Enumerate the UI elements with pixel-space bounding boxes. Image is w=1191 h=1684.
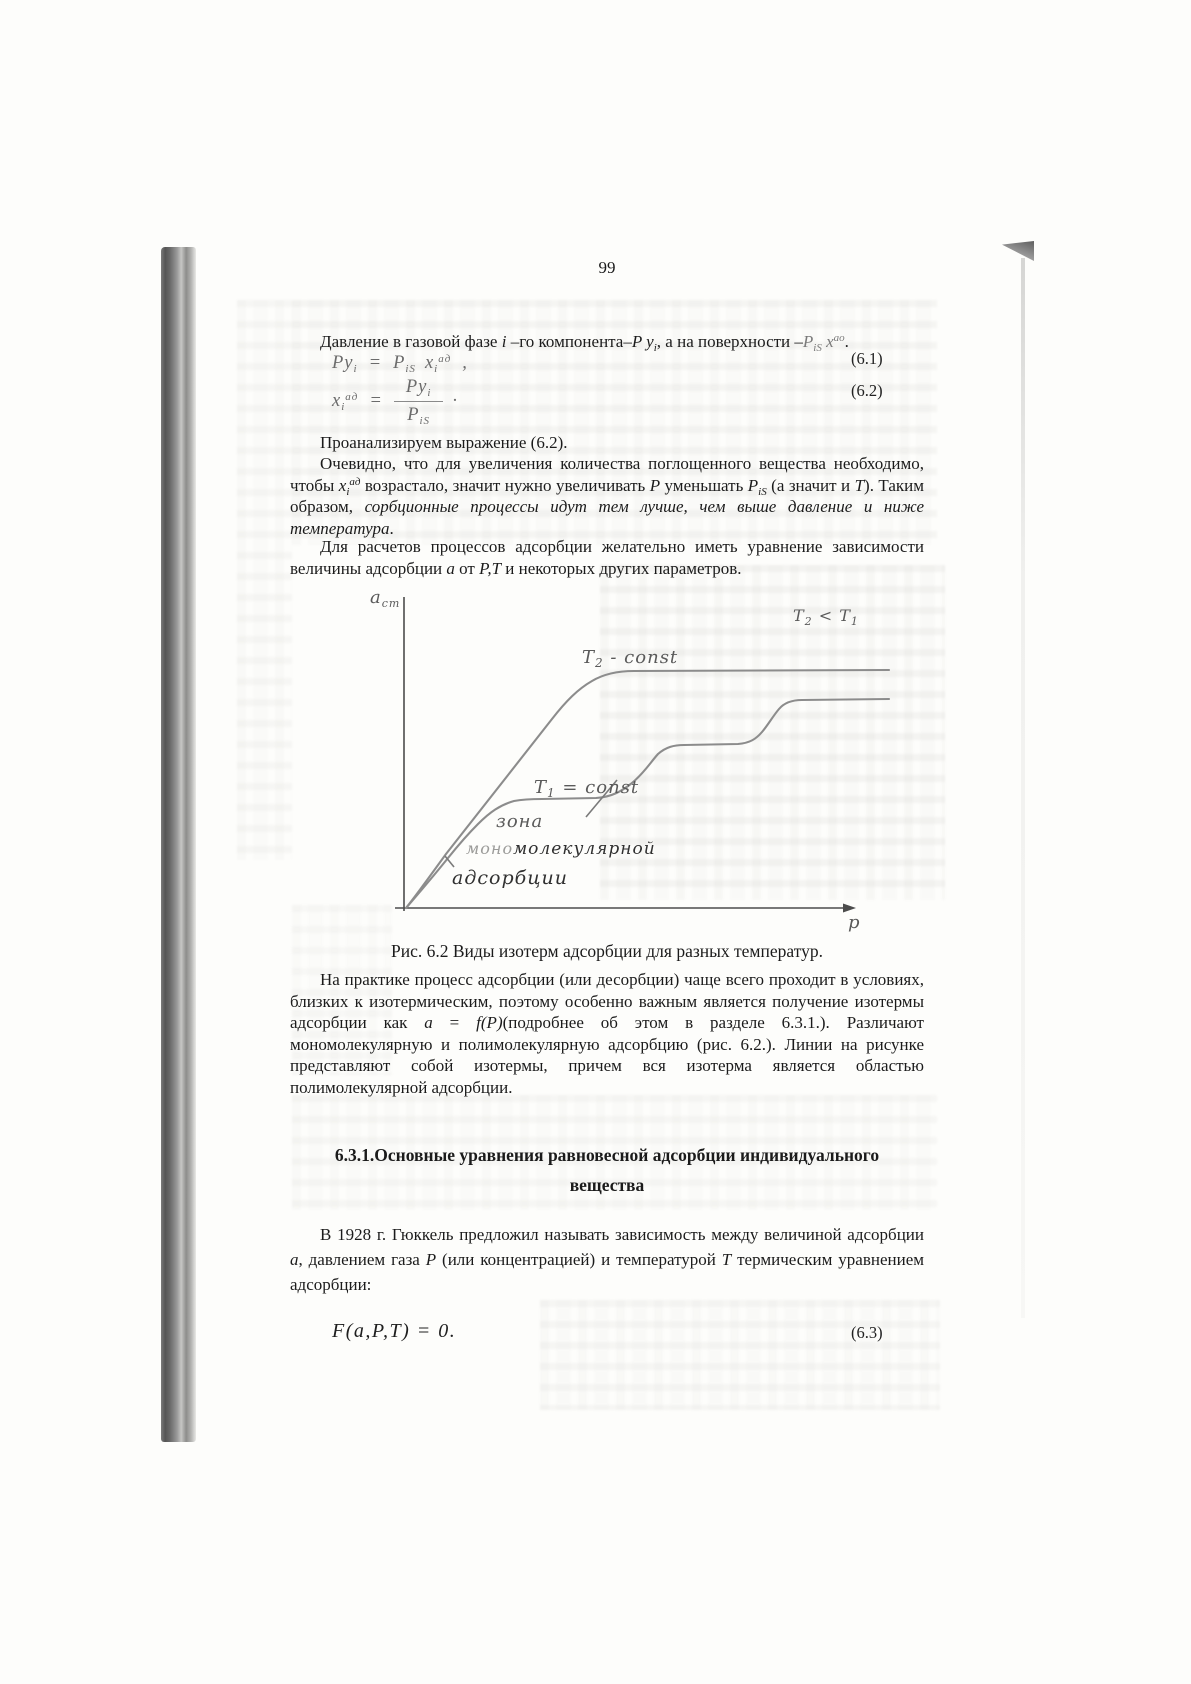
bleedthrough-texture — [237, 300, 292, 860]
text: , а на поверхности – — [656, 332, 803, 351]
book-spine-shadow — [161, 247, 196, 1442]
equation-6-1: $Py_i = P_{iS}$ $x_i^{ад}$ , — [332, 353, 468, 375]
figure-caption: Рис. 6.2 Виды изотерм адсорбции для разных температур. — [390, 941, 823, 961]
var-T: T — [854, 475, 865, 495]
var-a: a — [424, 1013, 433, 1033]
paragraph-pressure — [290, 331, 924, 353]
var-a: a — [446, 558, 455, 578]
equation-6-2: $x_i^{ад}$ = $\frac{Py_i}{P_{iS}}$ · — [332, 377, 459, 427]
lhs: $x_i^{ад}$ — [332, 391, 359, 413]
paragraph-calc: Для расчетов процессов адсорбции желательно иметь уравнение зависимости величины адсорбции a от P,T и некоторых других параметров. — [290, 537, 924, 578]
page-number: 99 — [598, 258, 616, 277]
var-T: T — [721, 1250, 732, 1269]
var-P: P — [649, 475, 661, 495]
text: Давление в газовой фазе — [320, 332, 502, 351]
zone-label-line3: адсорбции — [452, 867, 568, 889]
paragraph-huckel: В 1928 г. Гюккель предложил называть зависимость между величиной адсорбции a, давлением газа P (или концентрацией) и температурой T термическим уравнением адсорбции: — [290, 1225, 924, 1294]
var-PT: P,T — [479, 558, 502, 578]
equation-number-6-3: (6.3) — [851, 1323, 883, 1342]
zone-label-line2: мономолекулярной — [466, 839, 656, 859]
var-a: a — [290, 1250, 299, 1269]
section-heading: 6.3.1.Основные уравнения равновесной адсорбции индивидуального вещества — [334, 1145, 880, 1195]
var-x-ad: $x_i^{ад}$ — [338, 475, 361, 498]
equation-number-6-2: (6.2) — [851, 381, 883, 400]
equation-6-3: F(a,P,T) = 0. — [332, 1320, 457, 1342]
text: –го компонента– — [506, 332, 632, 351]
fraction — [394, 377, 444, 426]
temp-relation-label: $T_2 < T_1$ — [793, 606, 859, 628]
curve-t1-label: $T_1$ = const — [534, 777, 640, 800]
numerator: $Py_i$ — [394, 377, 444, 402]
curve-t2-label: $T_2$ - const — [582, 647, 679, 670]
figure-isotherms — [350, 555, 895, 950]
x-axis-label: p — [848, 912, 861, 933]
equation-number-6-1: (6.1) — [851, 349, 883, 368]
bleedthrough-texture — [540, 1300, 940, 1410]
var-fP: f(P) — [476, 1013, 503, 1033]
var-P: P — [425, 1250, 437, 1269]
paragraph-analyze: Проанализируем выражение (6.2). — [320, 433, 568, 452]
emphasis: сорбционные процессы идут тем лучше, чем выше давление и ниже температура — [290, 497, 925, 538]
denominator: $P_{iS}$ — [407, 405, 431, 427]
var-Py: P $y_i$ — [631, 332, 657, 354]
paragraph-obvious: Очевидно, что для увеличения количества поглощенного вещества необходимо, чтобы $x_i^{ад}$ возрастало, значит нужно увеличивать P уменьшать $P_{iS}$ (а значит и T). Таким образом, сорбционные процессы идут тем лучше, чем выше давление и ниже температура. — [290, 454, 925, 538]
var-PiS-x: $P_{iS}$ $x^{ао}$ — [802, 332, 845, 354]
text: . — [844, 332, 849, 351]
page-edge-shadow — [1021, 258, 1025, 1318]
var-PiS: $P_{iS}$ — [747, 475, 767, 498]
page-corner-mark — [1002, 241, 1034, 261]
y-axis-label: $a_{ст}$ — [370, 587, 401, 610]
zone-label-line1: зона — [496, 811, 544, 832]
var-i: i — [501, 332, 507, 351]
paragraph-practice: На практике процесс адсорбции (или десорбции) чаще всего проходит в условиях, близких к изотермическим, поэтому особенно важным является получение изотермы адсорбции как a = f(P)(подробнее об этом в разделе 6.3.1.). Различают мономолекулярную и полимолекулярную адсорбцию (рис. 6.2.). Линии на рисунке представляют собой изотермы, причем вся изотерма является областью полимолекулярной адсорбции. — [290, 970, 924, 1097]
